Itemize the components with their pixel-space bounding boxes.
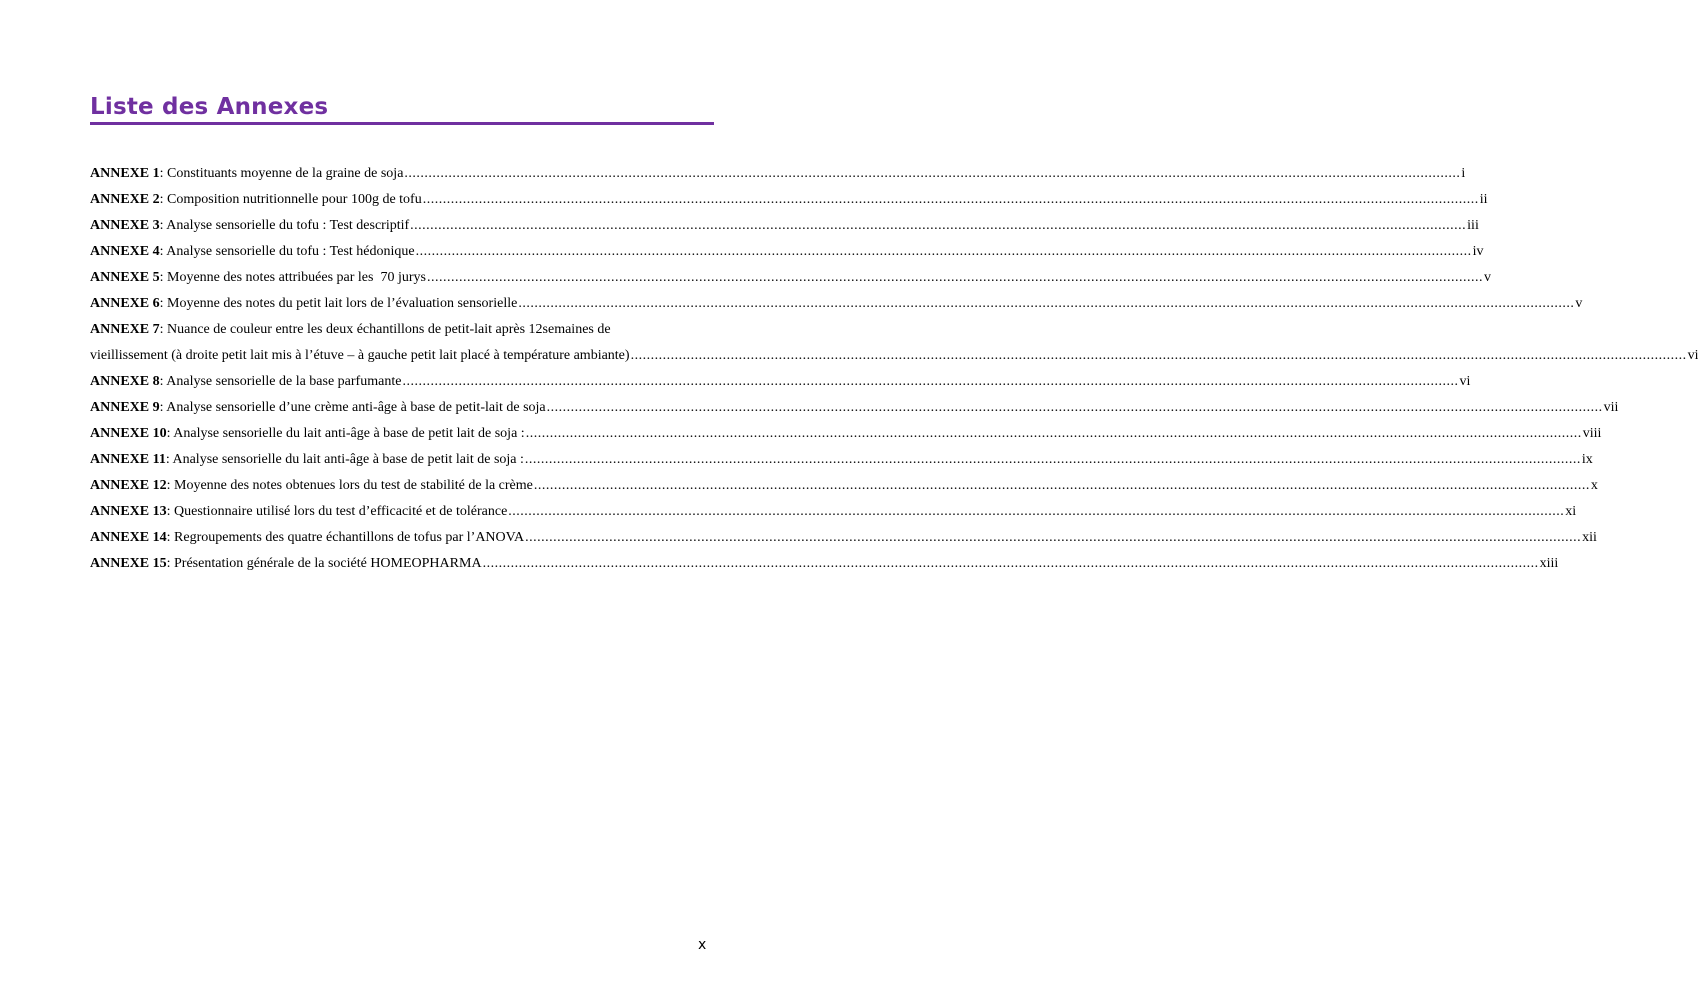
annex-page: xiii	[1539, 556, 1559, 571]
dot-leader	[525, 447, 1581, 473]
annex-title: : Moyenne des notes attribuées par les 70 jurys	[159, 270, 426, 285]
annex-entry-4[interactable]	[90, 239, 1484, 265]
dot-leader	[631, 343, 1687, 369]
annex-title: : Nuance de couleur entre les deux échantillons de petit-lait après 12semaines de	[159, 322, 611, 337]
dot-leader	[534, 473, 1590, 499]
dot-leader	[423, 187, 1479, 213]
annex-page: i	[1461, 166, 1466, 181]
annex-entry-1[interactable]	[90, 161, 1466, 187]
annex-entry-6[interactable]	[90, 291, 1583, 317]
dot-leader	[547, 395, 1603, 421]
annex-page: v	[1483, 270, 1491, 285]
annex-entry-14[interactable]	[90, 525, 1597, 551]
annex-title: : Regroupements des quatre échantillons de tofus par l’ANOVA	[166, 530, 525, 545]
annex-label: ANNEXE 11	[90, 452, 166, 467]
heading-underline	[90, 122, 714, 125]
annex-entry-13[interactable]	[90, 499, 1577, 525]
annex-page: viii	[1582, 426, 1602, 441]
annex-entry-8[interactable]	[90, 369, 1471, 395]
annex-label: ANNEXE 13	[90, 504, 167, 519]
annex-title: : Constituants moyenne de la graine de soja	[159, 166, 404, 181]
annex-page: iv	[1472, 244, 1484, 259]
annex-entry-3[interactable]	[90, 213, 1479, 239]
page-title: Liste des Annexes	[90, 94, 329, 120]
annex-entry-9[interactable]	[90, 395, 1619, 421]
annex-label: ANNEXE 10	[90, 426, 167, 441]
annex-entry-15[interactable]	[90, 551, 1559, 577]
annex-entry-2[interactable]	[90, 187, 1488, 213]
annex-title: : Analyse sensorielle du lait anti-âge à base de petit lait de soja :	[166, 426, 525, 441]
annex-page: v	[1575, 296, 1583, 311]
annex-label: ANNEXE 9	[90, 400, 160, 415]
annex-label: ANNEXE 14	[90, 530, 167, 545]
annex-entry-7[interactable]	[90, 317, 1698, 369]
annex-page: vii	[1603, 400, 1619, 415]
annex-entry-12[interactable]	[90, 473, 1598, 499]
page-number: x	[698, 937, 707, 953]
dot-leader	[526, 421, 1582, 447]
dot-leader	[508, 499, 1564, 525]
annex-page: vi	[1687, 348, 1698, 363]
annex-title-continued: vieillissement (à droite petit lait mis à l’étuve – à gauche petit lait placé à température ambiante)	[90, 348, 630, 363]
annex-list	[90, 161, 1698, 577]
annex-title: : Présentation générale de la société HOMEOPHARMA	[166, 556, 482, 571]
annex-title: : Analyse sensorielle du tofu : Test hédonique	[159, 244, 415, 259]
dot-leader	[518, 291, 1574, 317]
annex-page: iii	[1467, 218, 1479, 233]
annex-title: : Analyse sensorielle du tofu : Test descriptif	[159, 218, 410, 233]
annex-entry-5[interactable]	[90, 265, 1491, 291]
annex-page: vi	[1459, 374, 1471, 389]
dot-leader	[483, 551, 1539, 577]
annex-label: ANNEXE 1	[90, 166, 160, 181]
dot-leader	[525, 525, 1581, 551]
annex-entry-10[interactable]	[90, 421, 1602, 447]
annex-page: ix	[1581, 452, 1593, 467]
annex-label: ANNEXE 15	[90, 556, 167, 571]
dot-leader	[402, 369, 1458, 395]
annex-title: : Moyenne des notes obtenues lors du test de stabilité de la crème	[166, 478, 533, 493]
annex-label: ANNEXE 8	[90, 374, 160, 389]
annex-title: : Composition nutritionnelle pour 100g de tofu	[159, 192, 422, 207]
annex-page: ii	[1479, 192, 1488, 207]
dot-leader	[427, 265, 1483, 291]
annex-title: : Analyse sensorielle d’une crème anti-âge à base de petit-lait de soja	[159, 400, 546, 415]
annex-page: xii	[1582, 530, 1597, 545]
annex-page: xi	[1565, 504, 1577, 519]
annex-page: x	[1590, 478, 1598, 493]
annex-label: ANNEXE 6	[90, 296, 160, 311]
annex-title: : Questionnaire utilisé lors du test d’efficacité et de tolérance	[166, 504, 508, 519]
annex-entry-11[interactable]	[90, 447, 1593, 473]
dot-leader	[416, 239, 1472, 265]
annex-label: ANNEXE 12	[90, 478, 167, 493]
annex-title: : Analyse sensorielle du lait anti-âge à base de petit lait de soja :	[165, 452, 524, 467]
annex-label: ANNEXE 7	[90, 322, 160, 337]
annex-label: ANNEXE 3	[90, 218, 160, 233]
dot-leader	[404, 161, 1460, 187]
annex-title: : Moyenne des notes du petit lait lors de l’évaluation sensorielle	[159, 296, 518, 311]
annex-label: ANNEXE 5	[90, 270, 160, 285]
dot-leader	[410, 213, 1466, 239]
annex-label: ANNEXE 4	[90, 244, 160, 259]
annex-title: : Analyse sensorielle de la base parfumante	[159, 374, 402, 389]
annex-label: ANNEXE 2	[90, 192, 160, 207]
